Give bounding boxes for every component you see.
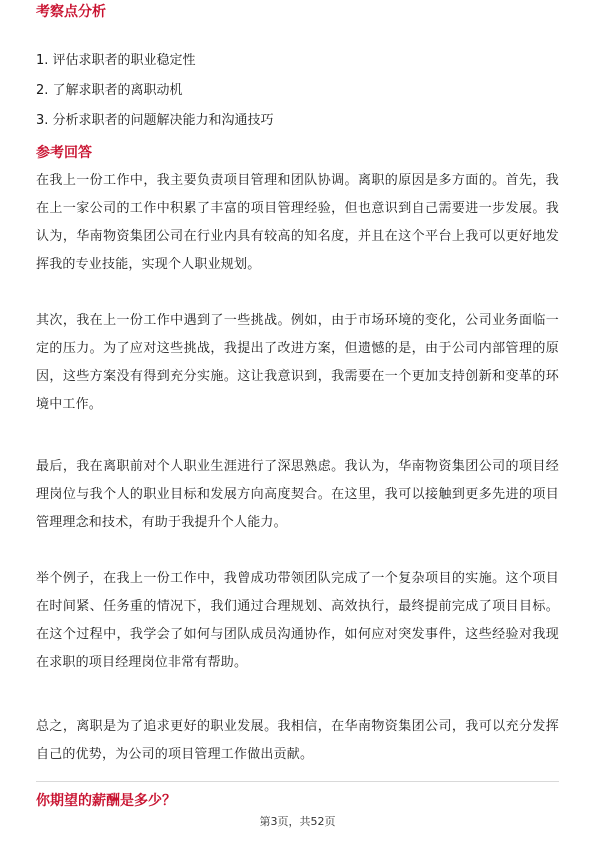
answer-paragraph-2: 其次，我在上一份工作中遇到了一些挑战。例如，由于市场环境的变化，公司业务面临一定的压力。为了应对这些挑战，我提出了改进方案，但遗憾的是，由于公司内部管理的原因，这些方案没有得到充分实施。这让我意识到，我需要在一个更加支持创新和变革的环境中工作。	[36, 313, 559, 412]
analysis-point-3: 3. 分析求职者的问题解决能力和沟通技巧	[36, 113, 274, 128]
answer-paragraph-3: 最后，我在离职前对个人职业生涯进行了深思熟虑。我认为，华南物资集团公司的项目经理岗位与我个人的职业目标和发展方向高度契合。在这里，我可以接触到更多先进的项目管理理念和技术，有助于我提升个人能力。	[36, 459, 559, 530]
answer-heading: 参考回答	[36, 145, 92, 161]
page-number: 第3页，共52页	[259, 815, 336, 828]
answer-paragraph-1: 在我上一份工作中，我主要负责项目管理和团队协调。离职的原因是多方面的。首先，我在上一家公司的工作中积累了丰富的项目管理经验，但也意识到自己需要进一步发展。我认为，华南物资集团公司在行业内具有较高的知名度，并且在这个平台上我可以更好地发挥我的专业技能，实现个人职业规划。	[36, 173, 559, 272]
answer-paragraph-4: 举个例子，在我上一份工作中，我曾成功带领团队完成了一个复杂项目的实施。这个项目在时间紧、任务重的情况下，我们通过合理规划、高效执行，最终提前完成了项目目标。在这个过程中，我学会了如何与团队成员沟通协作，如何应对突发事件，这些经验对我现在求职的项目经理岗位非常有帮助。	[36, 571, 559, 670]
analysis-heading: 考察点分析	[36, 4, 106, 20]
answer-paragraph-5: 总之，离职是为了追求更好的职业发展。我相信，在华南物资集团公司，我可以充分发挥自己的优势，为公司的项目管理工作做出贡献。	[36, 719, 559, 762]
next-question-heading: 你期望的薪酬是多少？	[36, 793, 176, 809]
analysis-point-1: 1. 评估求职者的职业稳定性	[36, 53, 196, 68]
divider	[36, 781, 559, 782]
analysis-point-2: 2. 了解求职者的离职动机	[36, 83, 183, 98]
